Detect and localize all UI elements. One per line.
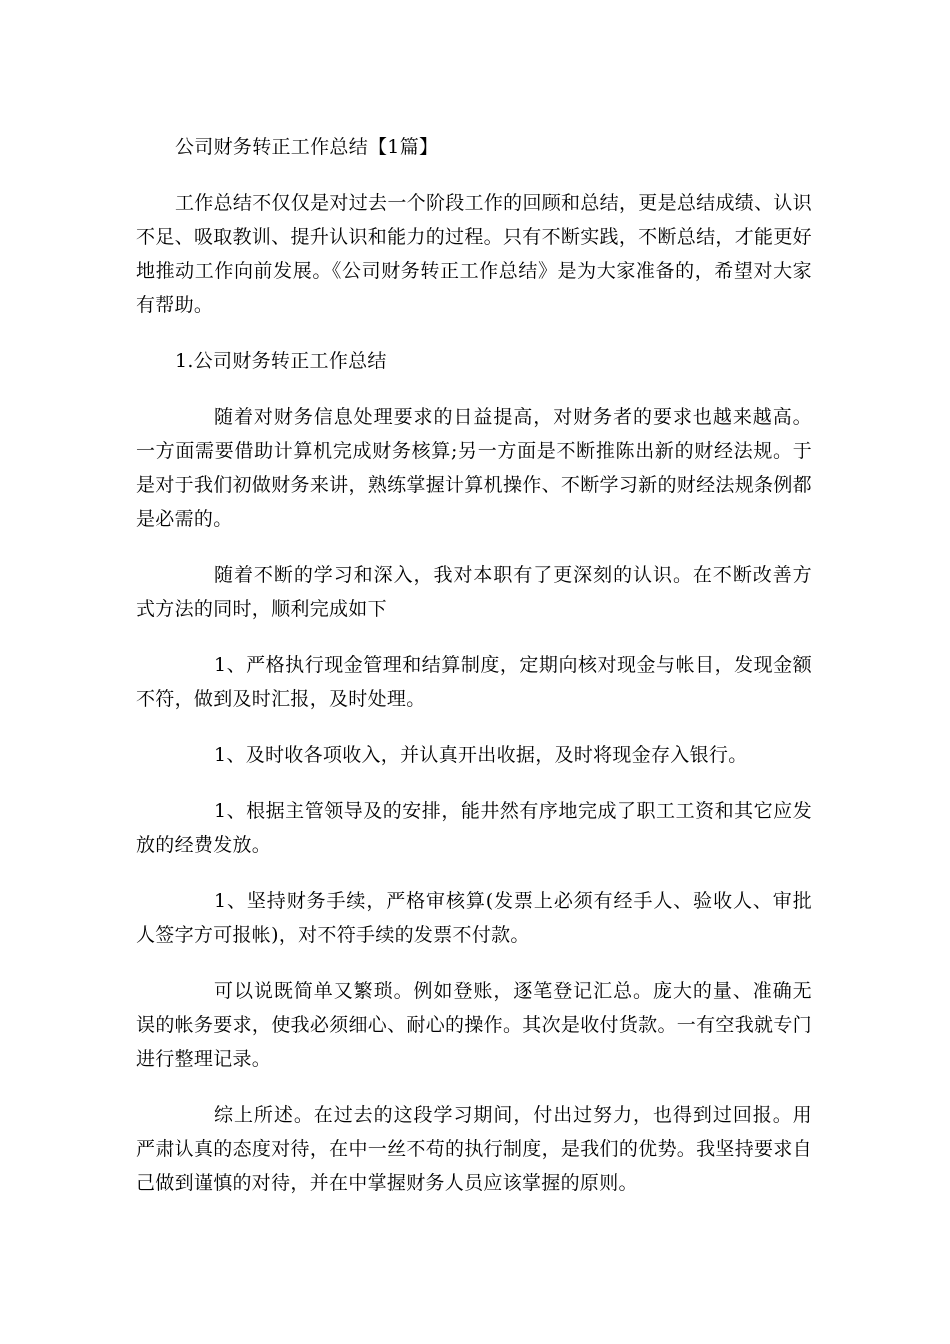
section-heading: 1.公司财务转正工作总结 — [175, 350, 387, 372]
body-paragraph: 综上所述。在过去的这段学习期间，付出过努力，也得到过回报。用严肃认真的态度对待，在中一丝不苟的执行制度，是我们的优势。我坚持要求自己做到谨慎的对待，并在中掌握财务人员应该掌握的原则。 — [136, 1104, 812, 1194]
list-item: 1、根据主管领导及的安排，能井然有序地完成了职工工资和其它应发放的经费发放。 — [136, 800, 812, 856]
body-paragraph: 随着不断的学习和深入，我对本职有了更深刻的认识。在不断改善方式方法的同时，顺利完成如下 — [136, 564, 812, 620]
list-item: 1、及时收各项收入，并认真开出收据，及时将现金存入银行。 — [214, 744, 748, 766]
document-title: 公司财务转正工作总结【1篇】 — [175, 136, 439, 158]
body-paragraph: 可以说既简单又繁琐。例如登账，逐笔登记汇总。庞大的量、准确无误的帐务要求，使我必须细心、耐心的操作。其次是收付货款。一有空我就专门进行整理记录。 — [136, 980, 812, 1070]
list-item: 1、坚持财务手续，严格审核算(发票上必须有经手人、验收人、审批人签字方可报帐)，对不符手续的发票不付款。 — [136, 890, 812, 946]
intro-paragraph: 工作总结不仅仅是对过去一个阶段工作的回顾和总结，更是总结成绩、认识不足、吸取教训、提升认识和能力的过程。只有不断实践，不断总结，才能更好地推动工作向前发展。《公司财务转正工作总结》是为大家准备的，希望对大家有帮助。 — [136, 192, 812, 316]
list-item: 1、严格执行现金管理和结算制度，定期向核对现金与帐目，发现金额不符，做到及时汇报，及时处理。 — [136, 654, 812, 710]
body-paragraph: 随着对财务信息处理要求的日益提高，对财务者的要求也越来越高。一方面需要借助计算机完成财务核算;另一方面是不断推陈出新的财经法规。于是对于我们初做财务来讲，熟练掌握计算机操作、不断学习新的财经法规条例都是必需的。 — [136, 406, 812, 530]
document-body — [136, 130, 812, 1222]
